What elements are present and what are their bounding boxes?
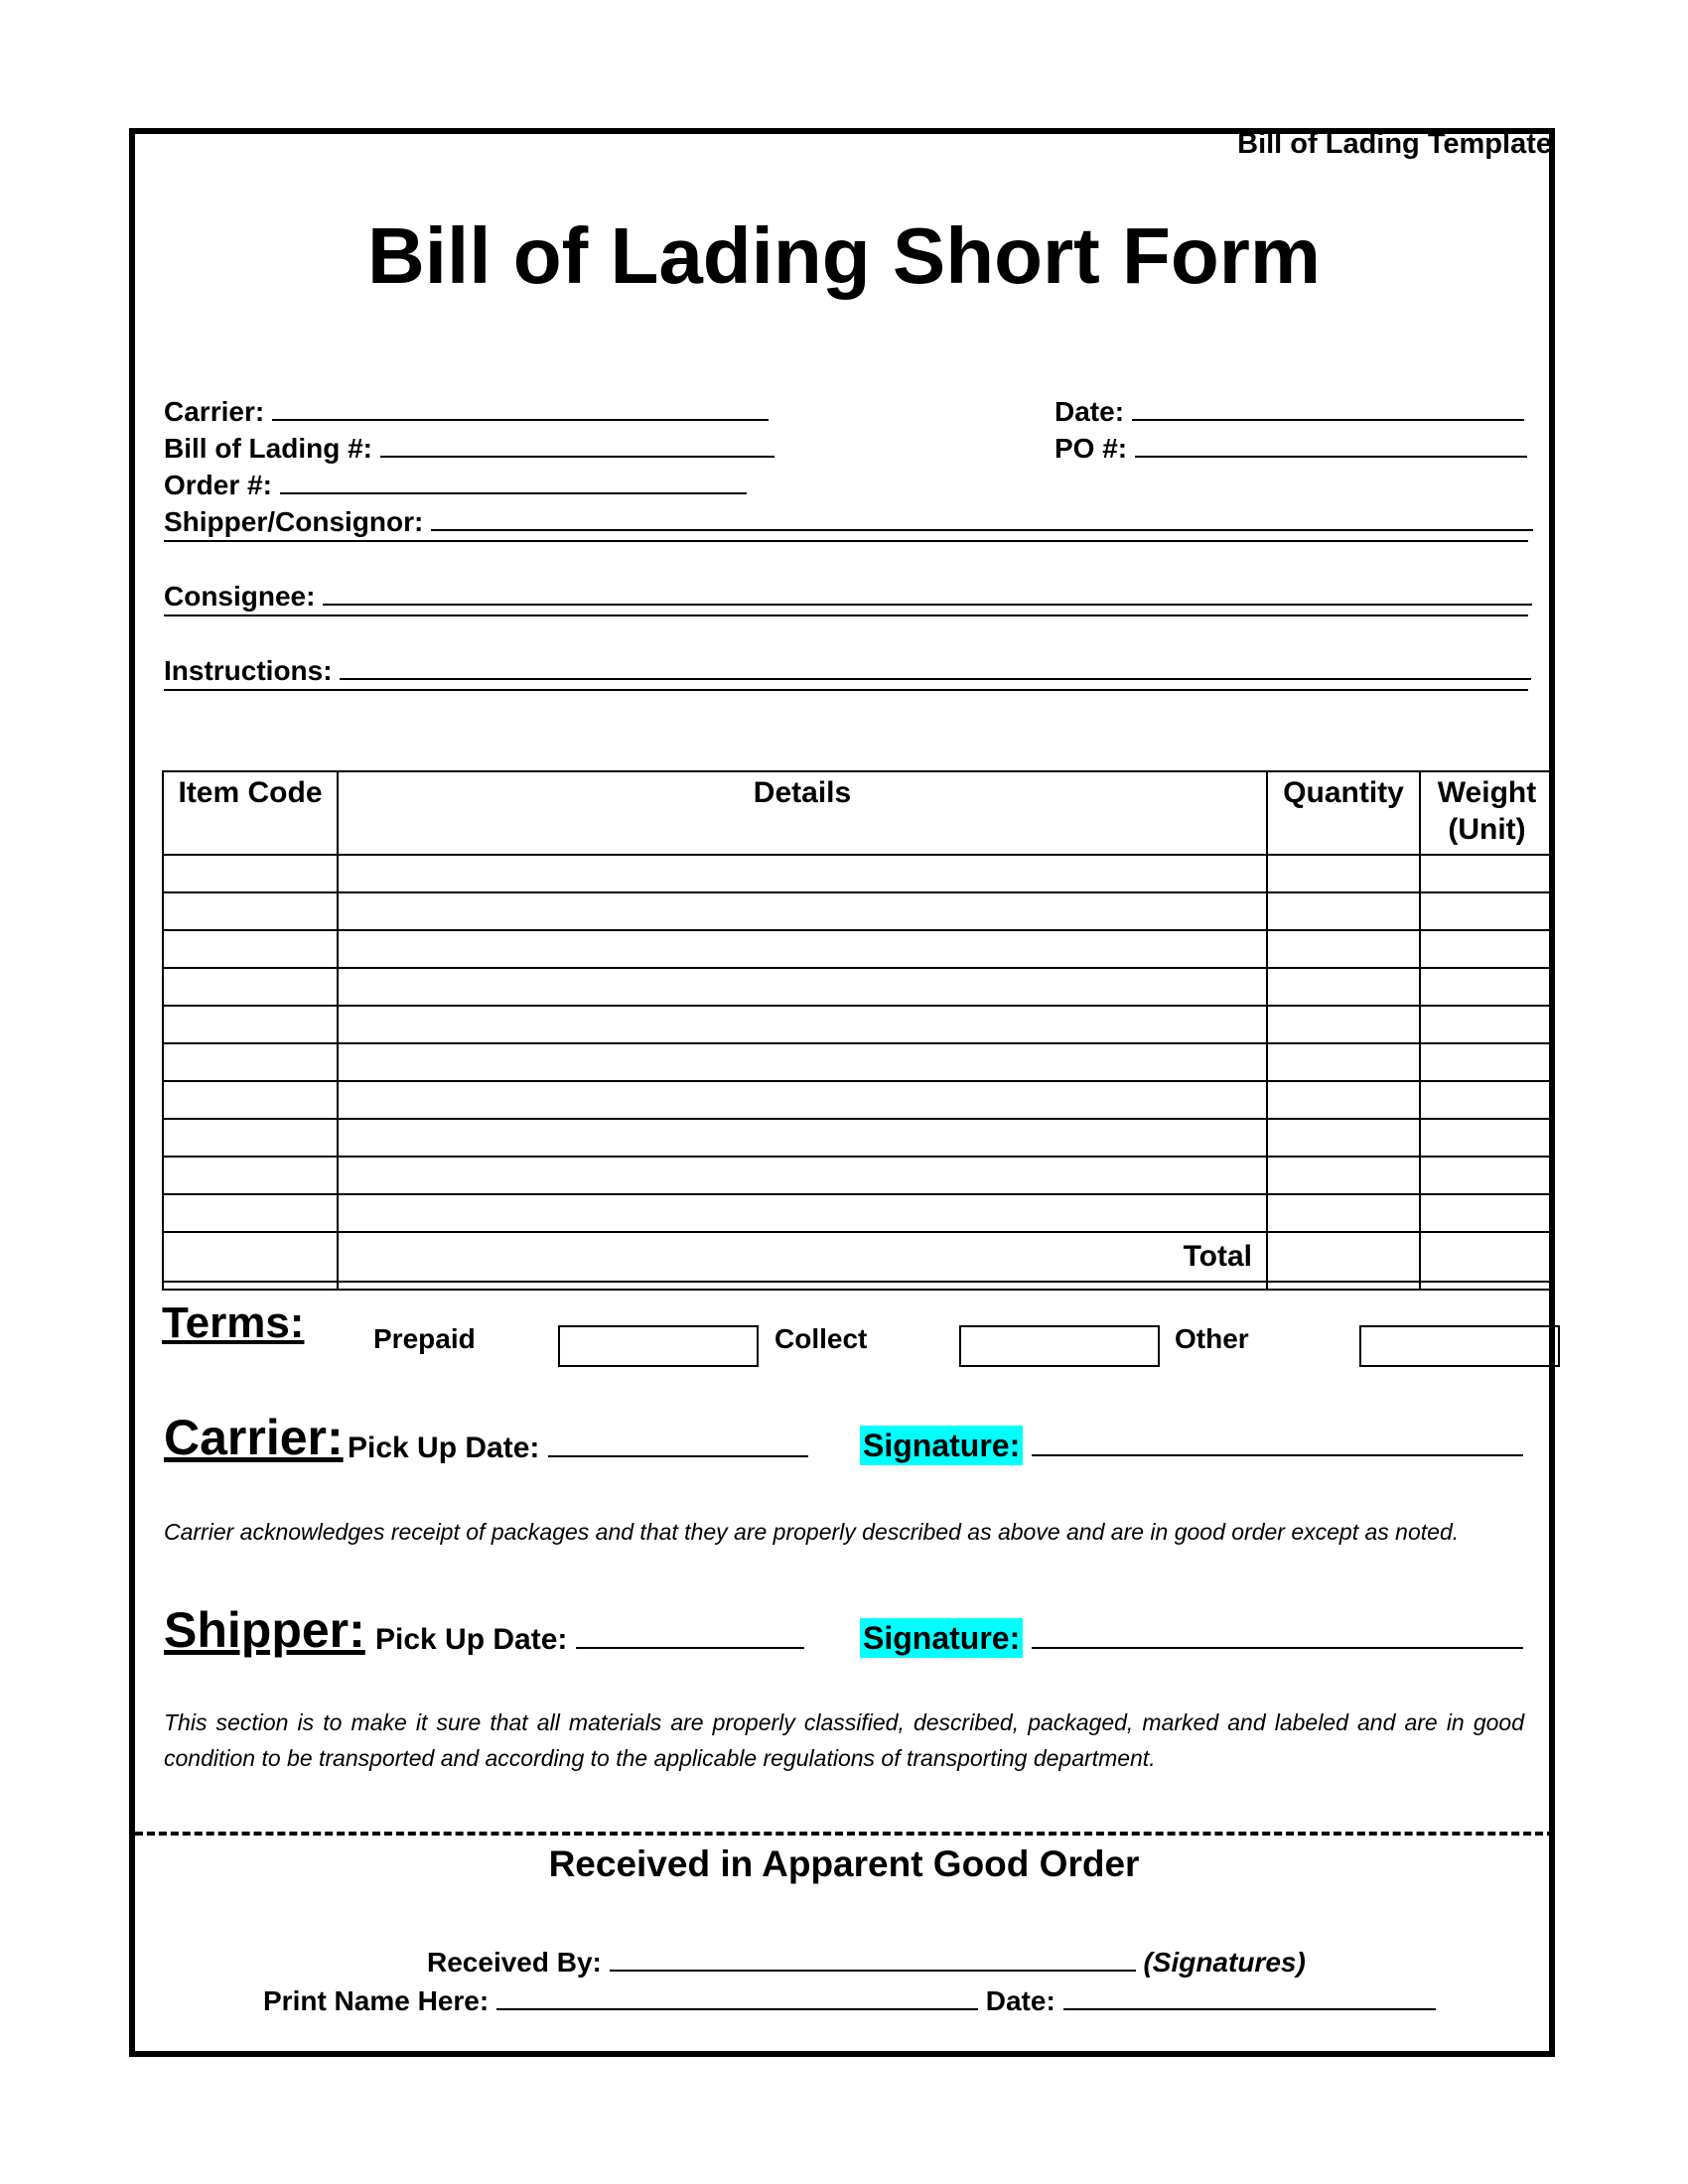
other-box[interactable] [1359,1325,1560,1367]
print-name-input-line[interactable] [496,1982,978,2010]
table-row [163,1194,1554,1232]
quantity-cell[interactable] [1267,1119,1420,1157]
carrier-field [164,393,769,428]
item-code-cell[interactable] [163,1119,338,1157]
shipper-consignor-input-line[interactable] [431,503,1533,531]
carrier-signature-field [860,1428,1523,1464]
quantity-cell[interactable] [1267,930,1420,968]
quantity-cell[interactable] [1267,855,1420,892]
shipper-consignor-label: Shipper/Consignor: [164,506,424,537]
weight-cell[interactable] [1420,1157,1554,1194]
total-quantity-cell[interactable] [1267,1232,1420,1282]
item-code-cell[interactable] [163,968,338,1006]
quantity-cell[interactable] [1267,1006,1420,1043]
received-by-input-line[interactable] [610,1944,1136,1972]
item-code-cell[interactable] [163,892,338,930]
quantity-cell[interactable] [1267,1194,1420,1232]
item-code-cell[interactable] [163,930,338,968]
shipper-pickup-label: Pick Up Date: [375,1623,568,1656]
bill-of-lading-field [164,430,774,465]
carrier-acknowledgement-note: Carrier acknowledges receipt of packages and that they are properly described as above and are in good order except as noted. [164,1519,1460,1545]
shipper-consignor-line-2[interactable] [164,540,1528,542]
weight-cell[interactable] [1420,1194,1554,1232]
weight-cell[interactable] [1420,855,1554,892]
print-name-field [263,1982,1436,2017]
weight-cell[interactable] [1420,1006,1554,1043]
print-name-label: Print Name Here: [263,1985,490,2016]
order-field [164,467,747,501]
table-row [163,855,1554,892]
consignee-label: Consignee: [164,581,316,612]
shipper-signature-field [860,1620,1523,1657]
po-input-line[interactable] [1135,430,1527,458]
bill-of-lading-label: Bill of Lading #: [164,433,372,464]
details-cell[interactable] [338,1157,1267,1194]
column-header-quantity: Quantity [1267,771,1420,855]
consignee-line-2[interactable] [164,614,1528,616]
order-label: Order #: [164,470,272,500]
shipper-consignor-field [164,503,1533,538]
shipper-note-line-2: condition to be transported and according to the applicable regulations of transporting department. [164,1745,1156,1771]
table-row [163,930,1554,968]
item-code-cell[interactable] [163,1043,338,1081]
shipper-signature-input-line[interactable] [1032,1621,1523,1649]
table-row [163,1119,1554,1157]
shipper-pickup-input-line[interactable] [576,1621,804,1649]
item-code-cell[interactable] [163,855,338,892]
item-code-cell[interactable] [163,1157,338,1194]
weight-cell[interactable] [1420,1119,1554,1157]
details-cell[interactable] [338,1006,1267,1043]
received-by-label: Received By: [427,1947,602,1978]
total-empty-cell [163,1232,338,1282]
weight-cell[interactable] [1420,892,1554,930]
date-field [1055,393,1524,428]
table-row [163,1006,1554,1043]
carrier-pickup-field [348,1430,808,1465]
cut-line [135,1832,1555,1836]
terms-heading: Terms: [162,1298,305,1347]
carrier-heading: Carrier: [164,1410,344,1465]
consignee-input-line[interactable] [323,578,1532,606]
bill-of-lading-input-line[interactable] [380,430,774,458]
details-cell[interactable] [338,892,1267,930]
collect-label: Collect [774,1323,868,1354]
table-row [163,1081,1554,1119]
item-code-cell[interactable] [163,1006,338,1043]
table-header-row [163,771,1554,855]
total-row [163,1232,1554,1282]
shipper-pickup-field [375,1621,804,1657]
weight-cell[interactable] [1420,1043,1554,1081]
table-row [163,892,1554,930]
instructions-field [164,652,1531,687]
signatures-note: (Signatures) [1143,1947,1306,1978]
item-code-cell[interactable] [163,1081,338,1119]
collect-box[interactable] [959,1325,1160,1367]
weight-cell[interactable] [1420,1081,1554,1119]
details-cell[interactable] [338,855,1267,892]
items-table [162,770,1555,1291]
page-title: Bill of Lading Short Form [367,211,1321,300]
carrier-signature-label: Signature: [860,1426,1023,1465]
prepaid-label: Prepaid [373,1323,476,1354]
date-label: Date: [1055,396,1125,427]
details-cell[interactable] [338,1081,1267,1119]
quantity-cell[interactable] [1267,1081,1420,1119]
other-label: Other [1175,1323,1249,1354]
shipper-signature-label: Signature: [860,1618,1023,1658]
weight-cell[interactable] [1420,930,1554,968]
date-input-line[interactable] [1132,393,1524,421]
carrier-input-line[interactable] [272,393,769,421]
carrier-pickup-input-line[interactable] [548,1430,808,1457]
weight-label: Weight [1437,776,1537,809]
column-header-item-code: Item Code [163,771,338,855]
instructions-input-line[interactable] [340,652,1531,680]
order-input-line[interactable] [280,467,747,494]
carrier-pickup-label: Pick Up Date: [348,1432,540,1464]
instructions-label: Instructions: [164,655,333,686]
quantity-cell[interactable] [1267,968,1420,1006]
prepaid-box[interactable] [558,1325,759,1367]
total-weight-cell[interactable] [1420,1232,1554,1282]
unit-label: (Unit) [1448,813,1526,846]
table-row [163,1157,1554,1194]
received-by-field [427,1944,1306,1979]
received-date-label: Date: [985,1985,1055,2016]
details-cell[interactable] [338,930,1267,968]
table-row [163,1043,1554,1081]
po-label: PO #: [1055,433,1128,464]
total-label: Total [338,1232,1267,1282]
item-code-cell[interactable] [163,1194,338,1232]
column-header-weight [1420,771,1554,855]
po-field [1055,430,1527,465]
shipper-heading: Shipper: [164,1602,365,1658]
quantity-cell[interactable] [1267,892,1420,930]
column-header-details: Details [338,771,1267,855]
quantity-cell[interactable] [1267,1157,1420,1194]
template-tag: Bill of Lading Template [1237,128,1552,160]
carrier-signature-input-line[interactable] [1032,1429,1523,1456]
instructions-line-2[interactable] [164,689,1528,691]
details-cell[interactable] [338,1194,1267,1232]
shipper-note-line-1: This section is to make it sure that all materials are properly classified, described, packaged, marked and labeled and are in good [164,1709,1524,1735]
received-date-input-line[interactable] [1063,1982,1436,2010]
received-heading: Received in Apparent Good Order [548,1843,1140,1884]
details-cell[interactable] [338,968,1267,1006]
consignee-field [164,578,1532,613]
details-cell[interactable] [338,1119,1267,1157]
carrier-label: Carrier: [164,396,265,427]
weight-cell[interactable] [1420,968,1554,1006]
quantity-cell[interactable] [1267,1043,1420,1081]
table-footer-row [163,1282,1554,1290]
table-row [163,968,1554,1006]
details-cell[interactable] [338,1043,1267,1081]
